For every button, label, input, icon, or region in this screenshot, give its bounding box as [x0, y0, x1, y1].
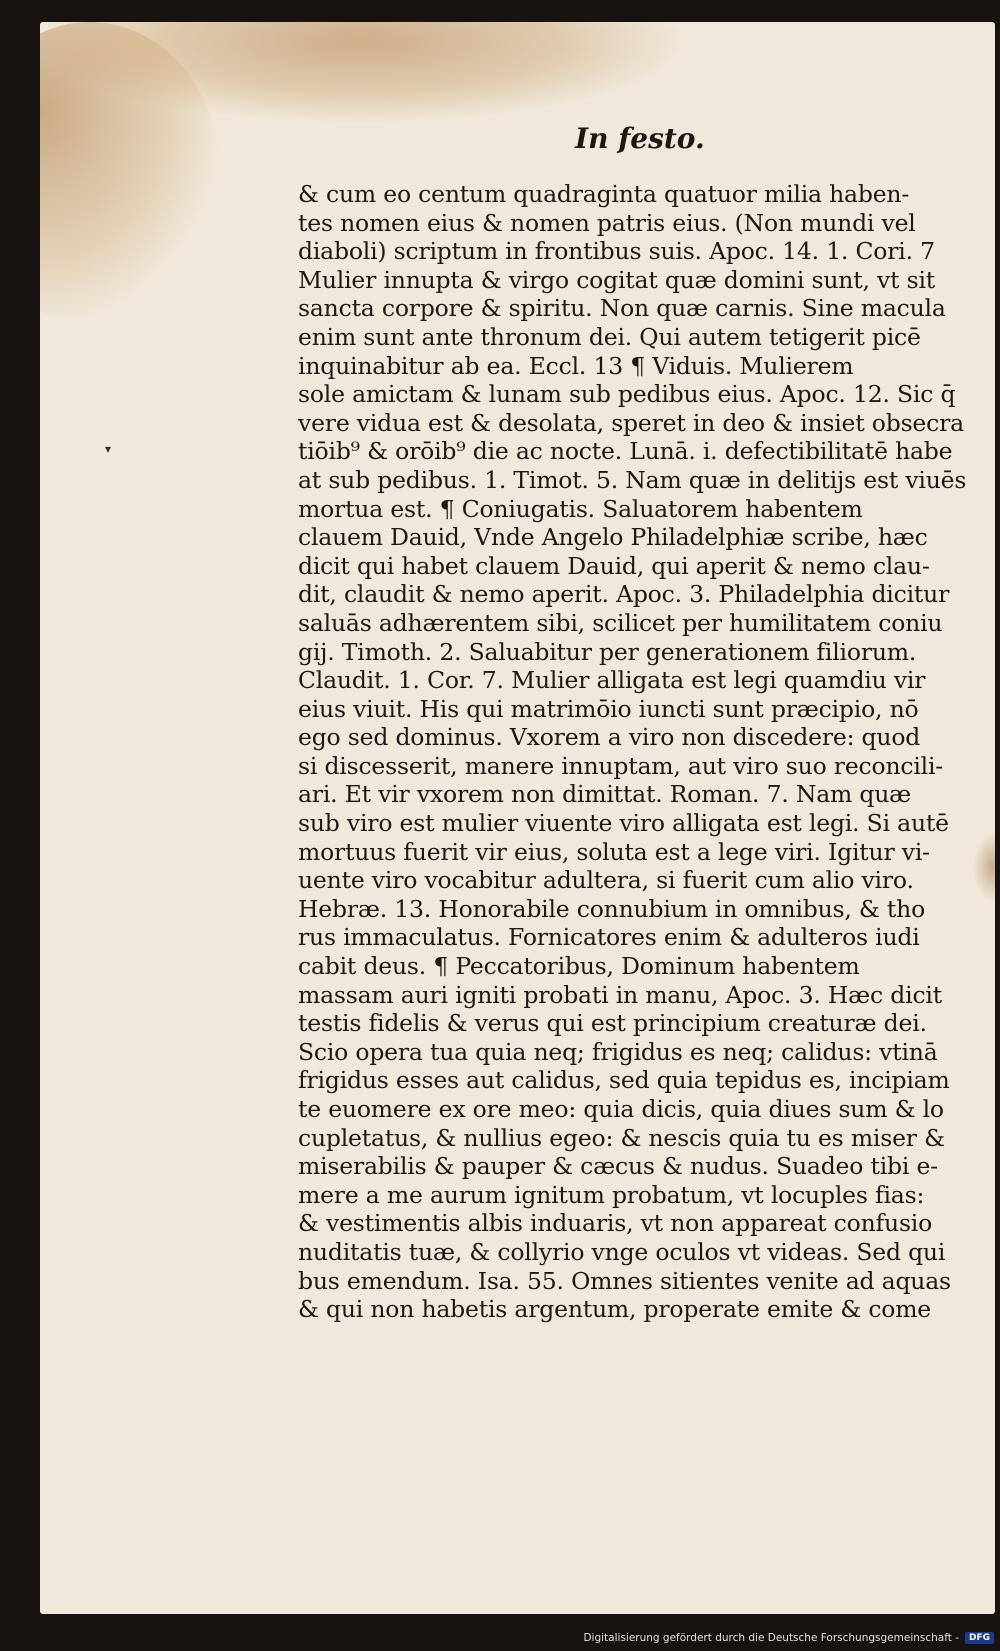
water-stain-left [40, 22, 220, 322]
text-line: mortua est. ¶ Coniugatis. Saluatorem habentem [298, 494, 863, 523]
text-line: & qui non habetis argentum, properate emite & come [298, 1295, 932, 1324]
text-block [298, 180, 966, 1324]
digitization-footer [583, 1627, 994, 1649]
text-line: cabit deus. ¶ Peccatoribus, Dominum habentem [298, 952, 860, 981]
footer-credit: Digitalisierung gefördert durch die Deutsche Forschungsgemeinschaft - [583, 1632, 959, 1644]
book-page [40, 22, 995, 1614]
text-line: vere vidua est & desolata, speret in deo & insiet obsecra [298, 408, 964, 437]
text-line: diaboli) scriptum in frontibus suis. Apoc. 14. 1. Cori. 7 [298, 237, 935, 266]
text-line: tes nomen eius & nomen patris eius. (Non mundi vel [298, 208, 916, 237]
text-line: enim sunt ante thronum dei. Qui autem tetigerit picē [298, 322, 921, 351]
text-line: tiōib⁹ & orōib⁹ die ac nocte. Lunā. i. defectibilitatē habe [298, 437, 953, 466]
text-line: uente viro vocabitur adultera, si fuerit cum alio viro. [298, 866, 914, 895]
running-head: In festo. [575, 122, 705, 155]
text-line: te euomere ex ore meo: quia dicis, quia diues sum & lo [298, 1095, 944, 1123]
text-line: dicit qui habet clauem Dauid, qui aperit & nemo clau‑ [298, 551, 930, 580]
text-line: & vestimentis albis induaris, vt non appareat confusio [298, 1209, 933, 1238]
text-line: inquinabitur ab ea. Eccl. 13 ¶ Viduis. Mulierem [298, 351, 854, 380]
text-line: ego sed dominus. Vxorem a viro non discedere: quod [298, 723, 921, 752]
text-line: miserabilis & pauper & cæcus & nudus. Suadeo tibi e‑ [298, 1152, 938, 1181]
text-line: Hebræ. 13. Honorabile connubium in omnibus, & tho [298, 894, 926, 923]
text-line: nuditatis tuæ, & collyrio vnge oculos vt videas. Sed qui [298, 1237, 946, 1266]
text-line: Mulier innupta & virgo cogitat quæ domini sunt, vt sit [298, 265, 936, 294]
text-line: sole amictam & lunam sub pedibus eius. Apoc. 12. Sic q̄ [298, 380, 956, 409]
text-line: massam auri igniti probati in manu, Apoc. 3. Hæc dicit [298, 980, 942, 1009]
text-line: Scio opera tua quia neq; frigidus es neq; calidus: vtinā [298, 1037, 938, 1066]
text-line: & cum eo centum quadraginta quatuor milia haben‑ [298, 180, 910, 208]
text-line: sub viro est mulier viuente viro alligata est legi. Si autē [298, 809, 949, 838]
text-line: mere a me aurum ignitum probatum, vt locuples fias: [298, 1180, 925, 1209]
water-stain-right [973, 832, 995, 902]
dfg-logo: DFG [965, 1632, 994, 1644]
water-stain-top [40, 22, 680, 122]
text-line: cupletatus, & nullius egeo: & nescis quia tu es miser & [298, 1123, 945, 1152]
text-line: ari. Et vir vxorem non dimittat. Roman. 7. Nam quæ [298, 780, 912, 809]
text-line: sancta corpore & spiritu. Non quæ carnis. Sine macula [298, 294, 946, 323]
text-line: at sub pedibus. 1. Timot. 5. Nam quæ in delitijs est viuēs [298, 465, 967, 494]
text-line: testis fidelis & verus qui est principium creaturæ dei. [298, 1009, 927, 1038]
text-line: rus immaculatus. Fornicatores enim & adulteros iudi [298, 923, 920, 952]
text-line: frigidus esses aut calidus, sed quia tepidus es, incipiam [298, 1066, 950, 1095]
text-line: mortuus fuerit vir eius, soluta est a lege viri. Igitur vi‑ [298, 837, 930, 866]
text-line: clauem Dauid, Vnde Angelo Philadelphiæ scribe, hæc [298, 523, 928, 552]
text-line: bus emendum. Isa. 55. Omnes sitientes venite ad aquas [298, 1266, 951, 1295]
text-line: saluās adhærentem sibi, scilicet per humilitatem coniu [298, 608, 943, 637]
text-line: dit, claudit & nemo aperit. Apoc. 3. Philadelphia dicitur [298, 580, 950, 609]
text-line: gij. Timoth. 2. Saluabitur per generationem filiorum. [298, 637, 917, 666]
text-line: eius viuit. His qui matrimōio iuncti sunt præcipio, nō [298, 694, 919, 723]
text-line: Claudit. 1. Cor. 7. Mulier alligata est legi quamdiu vir [298, 666, 926, 695]
text-line: si discesserit, manere innuptam, aut viro suo reconcili‑ [298, 751, 944, 780]
margin-mark: ▾ [105, 442, 112, 456]
